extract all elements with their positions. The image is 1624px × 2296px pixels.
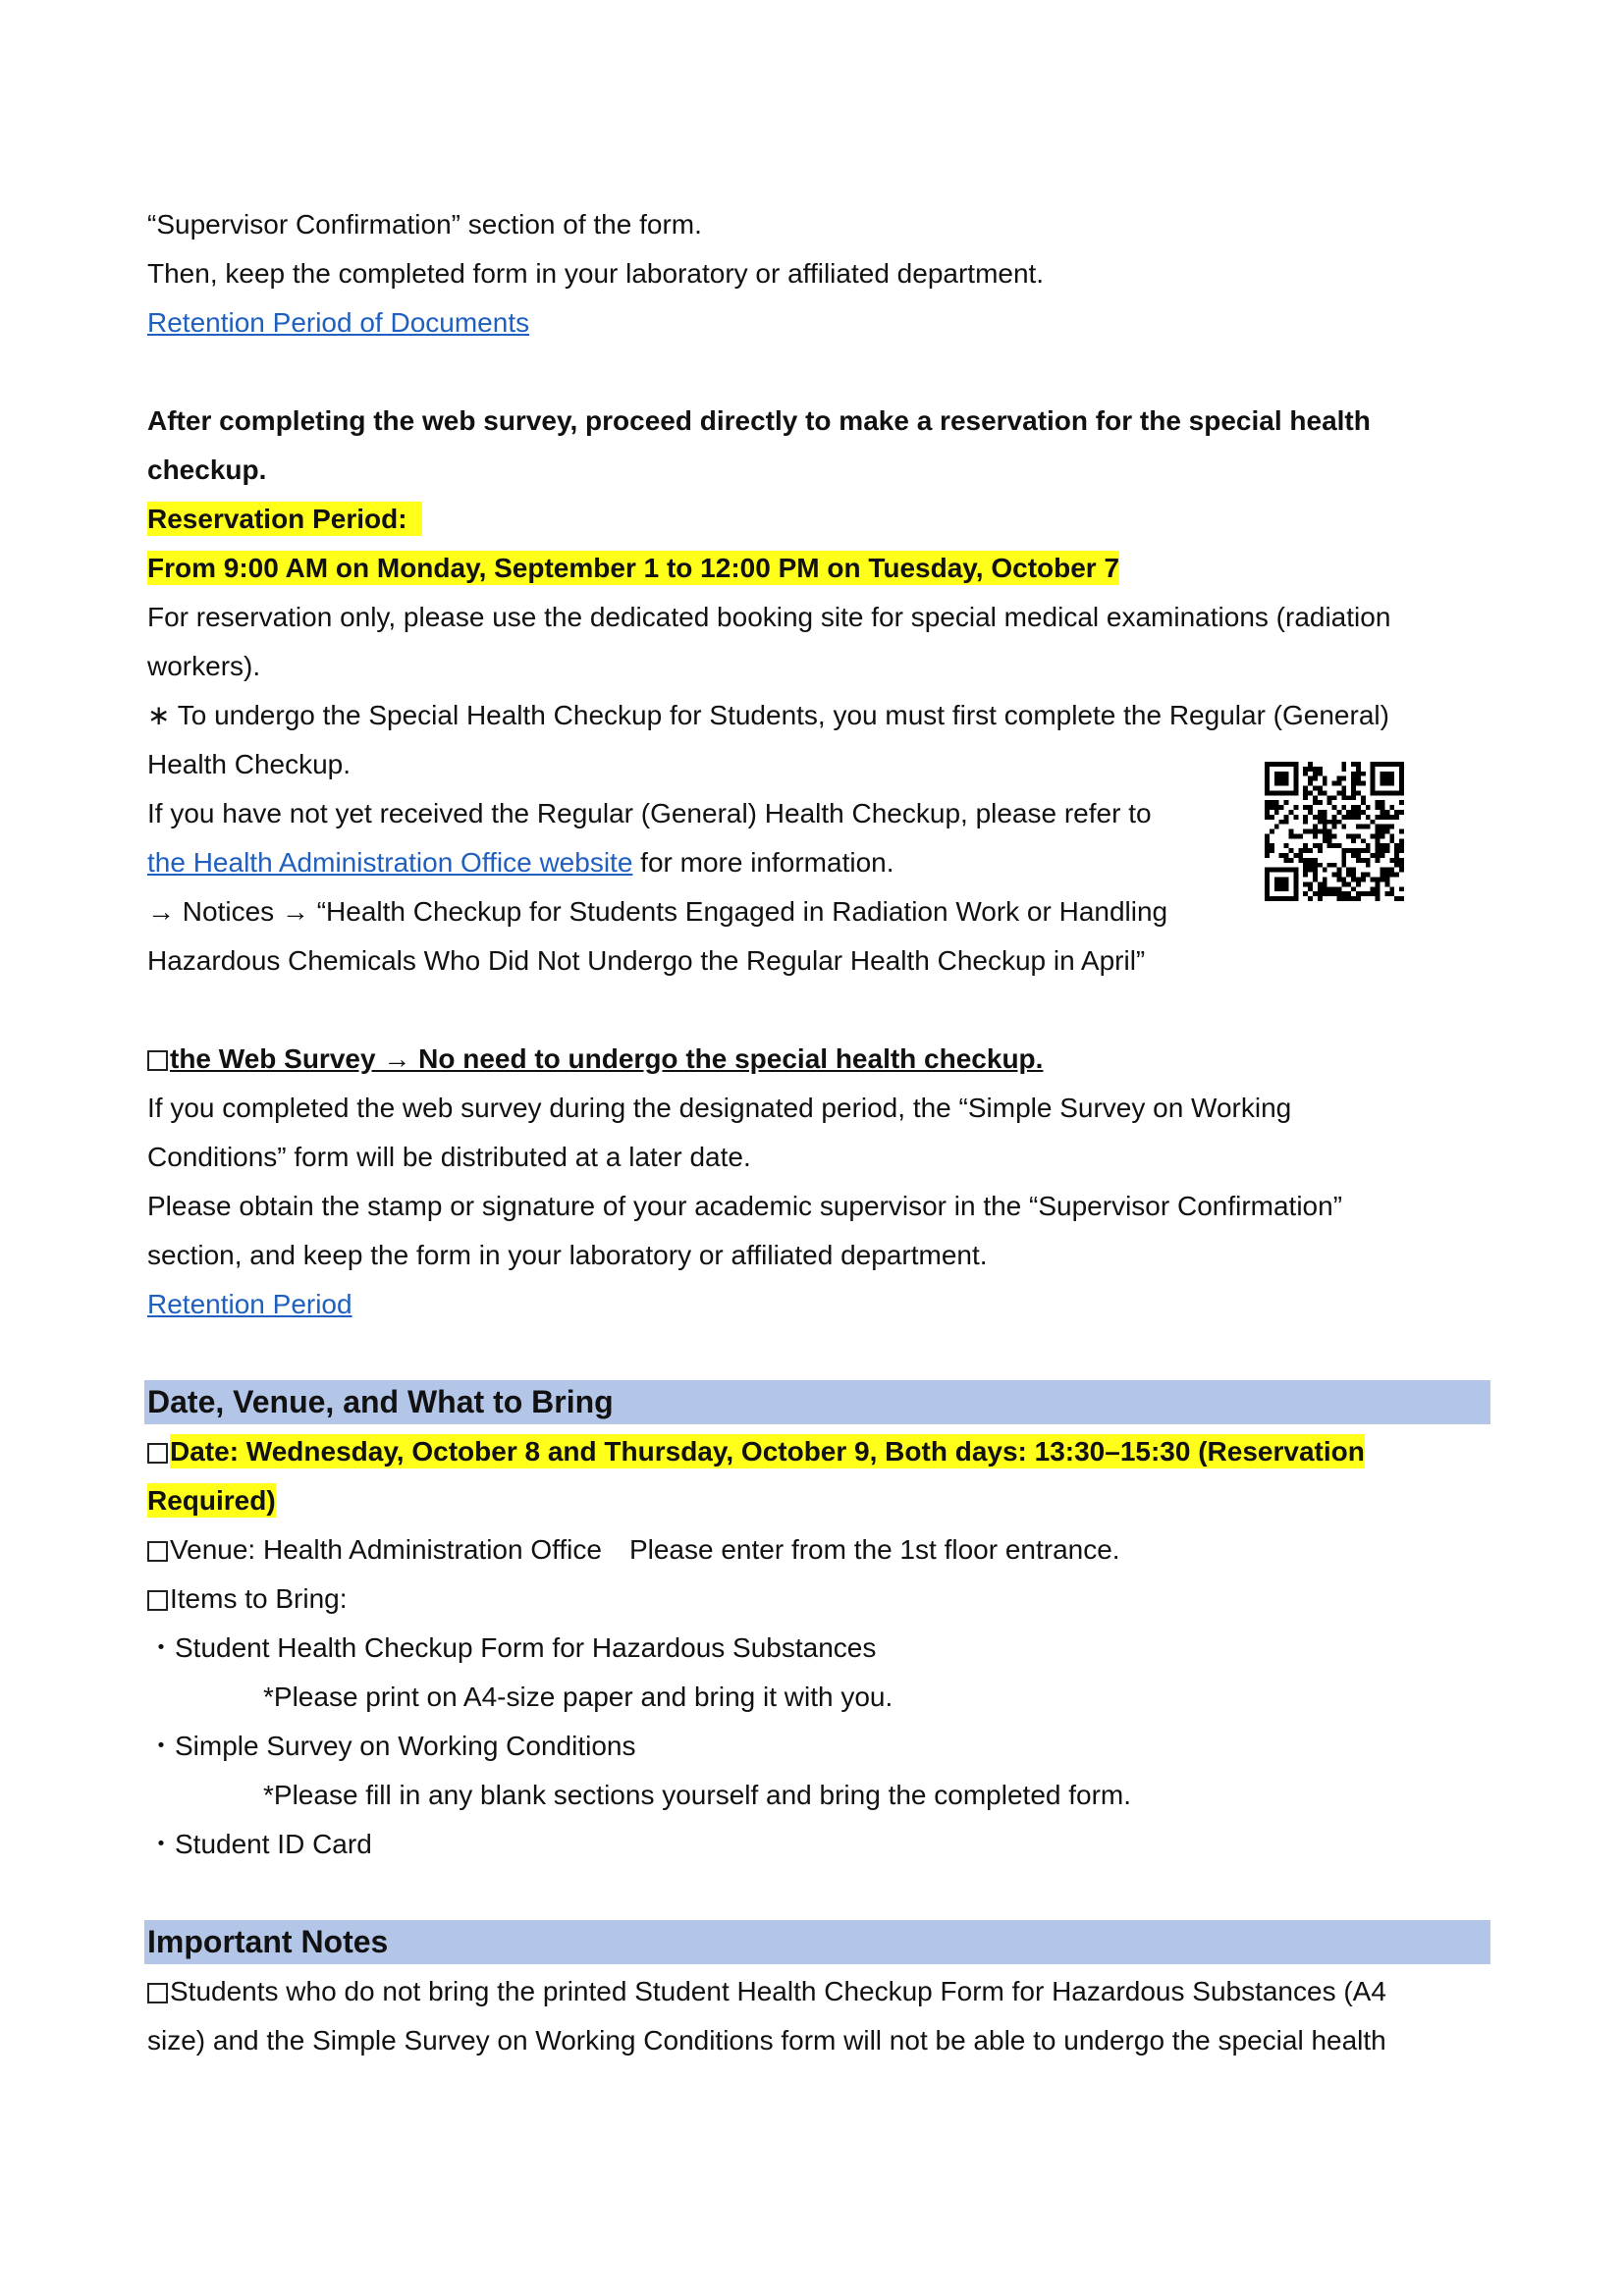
venue-text: Venue: Health Administration Office Please enter from the 1st floor entrance. xyxy=(170,1534,1120,1565)
item-checkup-form: ・Student Health Checkup Form for Hazardous Substances xyxy=(147,1632,877,1663)
date-line2: Required) xyxy=(147,1485,276,1516)
web-survey-line2: Conditions” form will be distributed at a later date. xyxy=(147,1142,751,1172)
notices-path-line1: → Notices → “Health Checkup for Students Engaged in Radiation Work or Handling xyxy=(147,896,1168,927)
reservation-intro-line2: checkup. xyxy=(147,454,267,485)
date-venue-section-heading: Date, Venue, and What to Bring xyxy=(144,1380,1490,1424)
checkbox-icon xyxy=(147,1050,168,1071)
booking-site-line1: For reservation only, please use the dedicated booking site for special medical examinations (radiation xyxy=(147,602,1391,632)
web-survey-line4: section, and keep the form in your laboratory or affiliated department. xyxy=(147,1240,988,1270)
reservation-period-label: Reservation Period: xyxy=(147,504,407,534)
reservation-intro-line1: After completing the web survey, proceed directly to make a reservation for the special health xyxy=(147,405,1371,436)
item-simple-survey: ・Simple Survey on Working Conditions xyxy=(147,1731,636,1761)
health-office-website-link[interactable]: the Health Administration Office website xyxy=(147,847,633,878)
more-info-text: for more information. xyxy=(632,847,894,878)
retention-period-link[interactable]: Retention Period xyxy=(147,1289,352,1319)
retention-period-documents-link[interactable]: Retention Period of Documents xyxy=(147,307,530,338)
supervisor-confirmation-text: “Supervisor Confirmation” section of the form. xyxy=(147,209,702,240)
web-survey-line3: Please obtain the stamp or signature of your academic supervisor in the “Supervisor Confirmation” xyxy=(147,1191,1343,1221)
keep-form-text: Then, keep the completed form in your laboratory or affiliated department. xyxy=(147,258,1045,289)
regular-checkup-note-line2: Health Checkup. xyxy=(147,749,352,779)
item-student-id: ・Student ID Card xyxy=(147,1829,372,1859)
notices-path-line2: Hazardous Chemicals Who Did Not Undergo the Regular Health Checkup in April” xyxy=(147,945,1146,976)
reservation-period-value: From 9:00 AM on Monday, September 1 to 12:00 PM on Tuesday, October 7 xyxy=(147,553,1120,583)
checkbox-icon xyxy=(147,1541,168,1562)
checkbox-icon xyxy=(147,1443,168,1464)
notes-line1: Students who do not bring the printed Student Health Checkup Form for Hazardous Substances (A4 xyxy=(170,1976,1386,2006)
item-checkup-form-note: *Please print on A4-size paper and bring it with you. xyxy=(263,1682,893,1712)
checkbox-icon xyxy=(147,1983,168,2003)
booking-site-line2: workers). xyxy=(147,651,261,681)
refer-website-line: If you have not yet received the Regular (General) Health Checkup, please refer to xyxy=(147,798,1152,828)
item-simple-survey-note: *Please fill in any blank sections yourself and bring the completed form. xyxy=(263,1780,1132,1810)
date-line1: Date: Wednesday, October 8 and Thursday, October 9, Both days: 13:30–15:30 (Reservation xyxy=(170,1436,1365,1467)
important-notes-heading: Important Notes xyxy=(144,1920,1490,1964)
checkbox-icon xyxy=(147,1590,168,1611)
regular-checkup-note-line1: ∗ To undergo the Special Health Checkup for Students, you must first complete the Regular (General) xyxy=(147,700,1389,730)
items-label: Items to Bring: xyxy=(170,1583,348,1614)
web-survey-line1: If you completed the web survey during the designated period, the “Simple Survey on Working xyxy=(147,1093,1292,1123)
qr-code-icon xyxy=(1265,762,1404,901)
notes-line2: size) and the Simple Survey on Working Conditions form will not be able to undergo the special health xyxy=(147,2025,1386,2056)
web-survey-heading: the Web Survey → No need to undergo the special health checkup. xyxy=(170,1043,1044,1074)
